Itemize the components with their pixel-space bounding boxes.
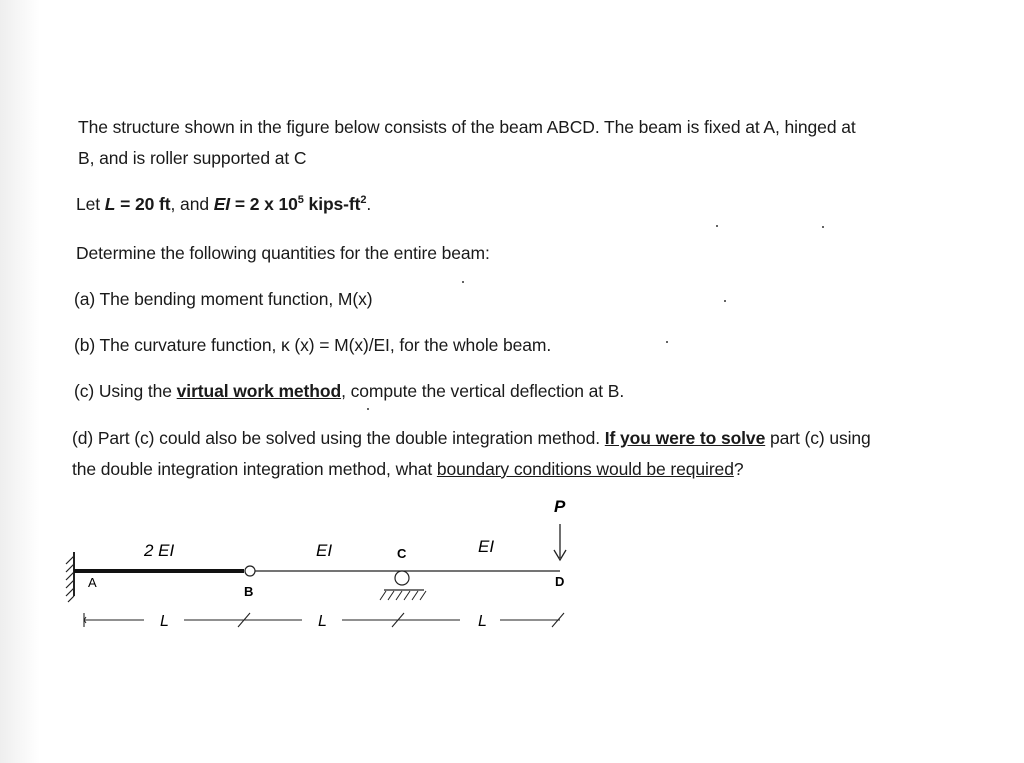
scan-dot bbox=[724, 300, 726, 302]
scan-dot bbox=[367, 408, 369, 410]
scan-dot bbox=[462, 281, 464, 283]
intro-line-2: B, and is roller supported at C bbox=[78, 148, 307, 168]
segment2-stiffness-label: EI bbox=[316, 541, 333, 560]
given-values: Let L = 20 ft, and EI = 2 x $10^5$ kips-$ft^2$. bbox=[76, 194, 372, 214]
load-p-label: P bbox=[554, 497, 566, 516]
part-c: (c) Using the virtual work method, compute the vertical deflection at B. bbox=[74, 381, 625, 401]
part-d-line-1: (d) Part (c) could also be solved using the double integration method. If you were to solve part (c) using bbox=[72, 428, 871, 448]
roller-c bbox=[395, 571, 409, 585]
point-c-label: C bbox=[397, 546, 407, 561]
part-d-line-2: the double integration integration method, what boundary conditions would be required? bbox=[72, 459, 744, 479]
point-a-label: A bbox=[88, 575, 97, 590]
segment1-stiffness-label: 2 EI bbox=[144, 541, 175, 560]
intro-line-1: The structure shown in the figure below consists of the beam ABCD. The beam is fixed at A, hinged at bbox=[78, 117, 856, 137]
scan-dot bbox=[716, 225, 718, 227]
hinge-b bbox=[245, 566, 255, 576]
span3-label: L bbox=[478, 613, 487, 630]
page-edge-shadow bbox=[0, 0, 40, 763]
segment3-stiffness-label: EI bbox=[478, 537, 495, 556]
determine-heading: Determine the following quantities for the entire beam: bbox=[76, 243, 490, 263]
scan-dot bbox=[666, 341, 668, 343]
part-b: (b) The curvature function, κ (x) = M(x)/EI, for the whole beam. bbox=[74, 335, 552, 355]
beam-diagram bbox=[60, 490, 620, 640]
point-d-label: D bbox=[555, 574, 565, 589]
boundary-conditions-link: boundary conditions would be required bbox=[436, 459, 734, 479]
beam-figure bbox=[60, 490, 620, 645]
point-b-label: B bbox=[244, 584, 254, 599]
virtual-work-link: virtual work method bbox=[176, 381, 342, 401]
span1-label: L bbox=[160, 613, 169, 630]
if-you-solve-link: If you were to solve bbox=[604, 428, 766, 448]
span2-label: L bbox=[318, 613, 327, 630]
scan-dot bbox=[822, 226, 824, 228]
part-a: (a) The bending moment function, M(x) bbox=[74, 289, 373, 309]
